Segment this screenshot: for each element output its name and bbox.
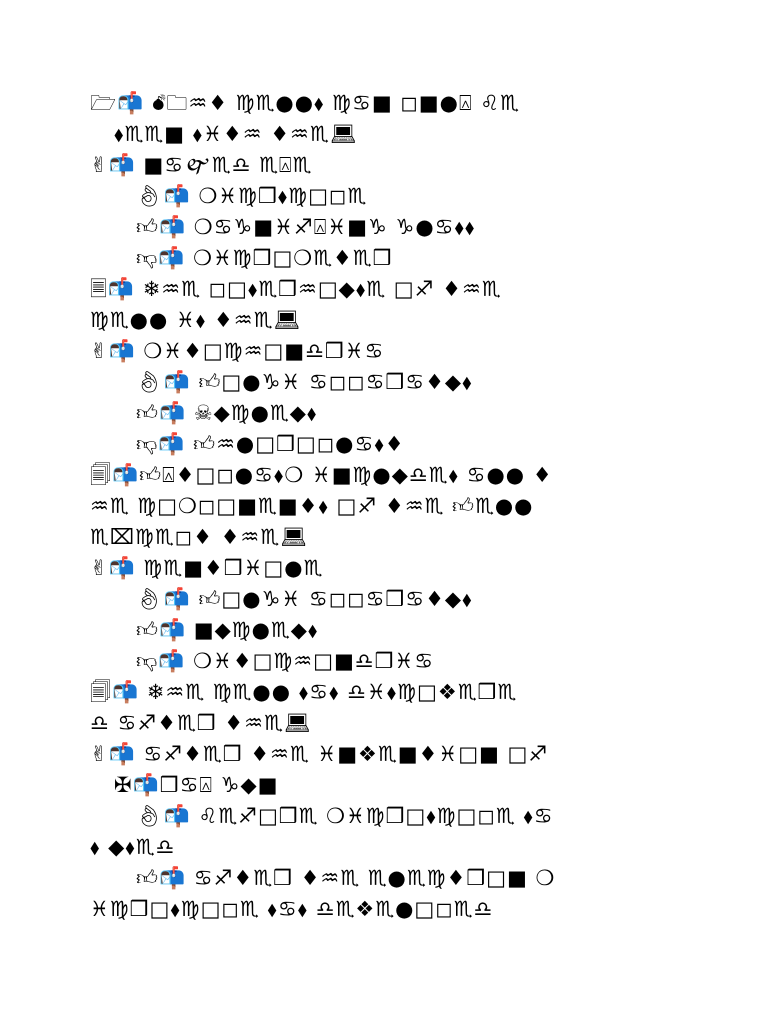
option-line: 👌︎📬 ❍︎♓︎♍︎❒︎⬧︎♍︎□︎◻︎♏︎ [136, 184, 368, 208]
question-line: ✌︎📬 ❍︎♓︎♦︎□︎♍︎♒︎□︎■︎♎︎❒︎♓︎♋︎ [90, 339, 385, 363]
option-line: 👎︎📬 👍︎♒︎●︎□︎❒︎□︎◻︎●︎♋︎⬧︎♦︎ [136, 432, 405, 456]
question-line: ♏︎⌧︎♍︎♏︎◻︎♦︎ ♦︎♒︎♏︎💻︎ [90, 525, 308, 549]
option-line: 👍︎📬 ♋︎♐︎♦︎♏︎❒︎ ♦︎♒︎♏︎ ♏︎●︎♏︎♍︎♦︎❒︎□︎■︎ ❍︎ [136, 866, 556, 890]
option-line: 👎︎📬 ❍︎♓︎♦︎□︎♍︎♒︎□︎■︎♎︎❒︎♓︎♋︎ [136, 649, 435, 673]
option-line: 👍︎📬 ☠︎◆︎♍︎●︎♏︎◆︎⬧︎ [136, 401, 318, 425]
question-line: ✌︎📬 ♍︎♏︎■︎♦︎❒︎♓︎□︎●︎♏︎ [90, 556, 324, 580]
option-line: 👌︎📬 ♌︎♏︎♐︎□︎❒︎♏︎ ❍︎♓︎♍︎❒︎□︎⬧︎♍︎□︎◻︎♏︎ ⬧︎♋︎ [136, 804, 554, 828]
question-line: 🗏📬 ❄︎♒︎♏︎ ◻︎□︎⬧︎♏︎❒︎♒︎□︎◆︎⬧︎♏︎ □︎♐︎ ♦︎♒︎♏︎ [90, 277, 502, 301]
option-line: 👎︎📬 ❍︎♓︎♍︎❒︎□︎❍︎♏︎♦︎♏︎❒︎ [136, 246, 393, 270]
question-line: 🗐📬 ❄︎♒︎♏︎ ♍︎♏︎●︎● ⬧︎♋︎⬧︎ ♎︎♓︎⬧︎♍︎□︎❖︎♏︎❒︎♏︎ [90, 680, 518, 704]
option-line: ✠︎📬❒︎♋︎⍓︎ ♑︎◆︎■︎ [114, 773, 279, 797]
question-line: 🗐📬👍︎⍓︎♦︎□︎◻︎●︎♋︎⬧︎❍︎ ♓︎■︎♍︎●︎◆︎♎︎♏︎⬧︎ ♋︎●︎● ♦︎ [90, 463, 553, 487]
question-line: ✌︎📬 ♋︎♐︎♦︎♏︎❒︎ ♦︎♒︎♏︎ ♓︎■︎❖︎♏︎■︎♦︎♓︎□︎■︎ □︎♐︎ [90, 742, 549, 766]
question-line: ♍︎♏︎●︎● ♓︎⬧︎ ♦︎♒︎♏︎💻︎ [90, 308, 302, 332]
question-line: ✌︎📬 ■︎♋︎🙰♏︎♎︎ ♏︎⍓︎♏︎ [90, 153, 313, 177]
question-line: ⬧︎ ◆︎⬧︎♏︎♎︎ [90, 835, 176, 859]
question-line: ♎︎ ♋︎♐︎♦︎♏︎❒︎ ♦︎♒︎♏︎💻︎ [90, 711, 312, 735]
option-line: 👍︎📬 ■︎◆︎♍︎●︎♏︎◆︎⬧︎ [136, 618, 319, 642]
option-line: 👌︎📬 👍︎□︎●︎♑︎♓︎ ♋︎◻︎◻︎♋︎❒︎♋︎♦︎◆︎⬧︎ [136, 587, 473, 611]
question-line: ♓︎♍︎❒︎□︎⬧︎♍︎□︎◻︎♏︎ ⬧︎♋︎⬧︎ ♎︎♏︎❖︎♏︎●︎□︎◻︎♏︎♎︎ [90, 897, 494, 921]
question-line: ♒︎♏︎ ♍︎□︎❍︎◻︎□︎■︎♏︎■︎♦︎⬧︎ □︎♐︎ ♦︎♒︎♏︎ 👍︎♏︎●︎●︎ [90, 494, 534, 518]
question-list [90, 88, 690, 925]
option-line: 👌︎📬 👍︎□︎●︎♑︎♓︎ ♋︎◻︎◻︎♋︎❒︎♋︎♦︎◆︎⬧︎ [136, 370, 473, 394]
option-line: ⬧︎♏︎♏︎■︎ ⬧︎♓︎♦︎♒︎ ♦︎♒︎♏︎💻︎ [114, 122, 358, 146]
option-line: 👍︎📬 ❍︎♋︎♑︎■︎♓︎♐︎⍓︎♓︎■︎♑︎ ♑︎●︎♋︎⬧︎⬧︎ [136, 215, 476, 239]
question-line: 🗁📬 💣︎🗀︎♒︎♦︎ ♍︎♏︎●︎●︎⬧︎ ♍︎♋︎■︎ ◻︎■︎●︎⍓︎ ♌︎♏︎ [90, 91, 520, 115]
